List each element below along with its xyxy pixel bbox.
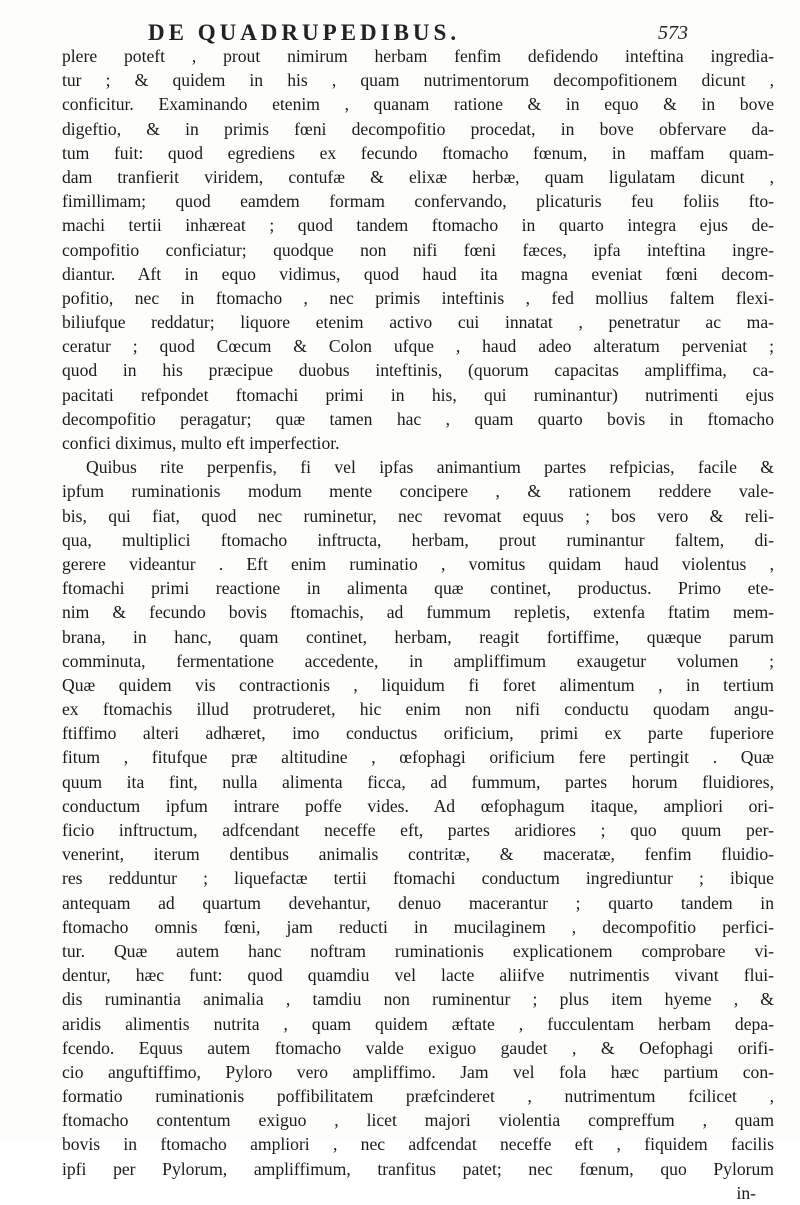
- text-line: machi tertii inhæreat ; quod tandem ftomacho in quarto integra ejus de-: [62, 215, 774, 236]
- text-line: diantur. Aft in equo vidimus, quod haud ita magna eveniat fœni decom-: [62, 263, 774, 284]
- text-line: bis, qui fiat, quod nec ruminetur, nec revomat equus ; bos vero & reli-: [62, 505, 774, 526]
- text-line: ftomacho omnis fœni, jam reducti in mucilaginem , decompofitio perfici-: [62, 916, 774, 937]
- text-line: plere poteft , prout nimirum herbam fenfim defidendo inteftina ingredia-: [62, 46, 774, 66]
- text-line: dam tranfierit viridem, contufæ & elixæ herbæ, quam ligulatam dicunt ,: [62, 166, 774, 187]
- text-line: compofitio conficiatur; quodque non nifi fœni fæces, ipfa inteftina ingre-: [62, 239, 774, 260]
- text-line: comminuta, fermentatione accedente, in ampliffimum exaugetur volumen ;: [62, 650, 774, 671]
- catchword: in-: [736, 1182, 756, 1203]
- page-number: 573: [658, 22, 688, 44]
- text-line: gerere videantur . Eft enim ruminatio , vomitus quidam haud violentus ,: [62, 553, 774, 574]
- text-line: cio anguftiffimo, Pyloro vero ampliffimo. Jam vel fola hæc partium con-: [62, 1061, 774, 1082]
- text-line: ipfi per Pylorum, ampliffimum, tranfitus patet; nec fœnum, quo Pylorum: [62, 1158, 774, 1179]
- text-line: ftomachi primi reactione in alimenta quæ continet, productus. Primo ete-: [62, 578, 774, 599]
- text-line: tum fuit: quod egrediens ex fecundo ftomacho fœnum, in maffam quam-: [62, 142, 774, 163]
- text-line: ceratur ; quod Cœcum & Colon ufque , haud adeo alteratum perveniat ;: [62, 336, 774, 357]
- text-line: qua, multiplici ftomacho inftructa, herbam, prout ruminantur faltem, di-: [62, 529, 774, 550]
- text-line: ficio inftructum, adfcendant neceffe eft, partes aridiores ; quo quum per-: [62, 820, 774, 840]
- text-line: dentur, hæc funt: quod quamdiu vel lacte aliifve nutrimentis vivant flui-: [62, 965, 774, 986]
- text-line: decompofitio peragatur; quæ tamen hac , quam quarto bovis in ftomacho: [62, 408, 774, 429]
- text-line: tur. Quæ autem hanc noftram ruminationis explicationem comprobare vi-: [62, 940, 774, 961]
- text-line: tur ; & quidem in his , quam nutrimentorum decompofitionem dicunt ,: [62, 70, 774, 91]
- text-line: ipfum ruminationis modum mente concipere , & rationem reddere vale-: [62, 481, 774, 502]
- text-line: quum ita fint, nulla alimenta ficca, ad fummum, partes horum fluidiores,: [62, 771, 774, 792]
- text-line: ftomacho contentum exiguo , licet majori violentia compreffum , quam: [62, 1110, 774, 1131]
- text-line: ex ftomachis illud protruderet, hic enim non nifi conductu quodam angu-: [62, 699, 774, 720]
- text-line: res redduntur ; liquefactæ tertii ftomachi conductum ingrediuntur ; ibique: [62, 868, 774, 889]
- text-line: aridis alimentis nutrita , quam quidem æftate , fucculentam herbam depa-: [62, 1013, 774, 1034]
- text-line: ftiffimo alteri adhæret, imo conductus orificium, primi ex parte fuperiore: [62, 723, 774, 744]
- text-line: fcendo. Equus autem ftomacho valde exiguo gaudet , & Oefophagi orifi-: [62, 1037, 774, 1058]
- text-line: Quibus rite perpenfis, fi vel ipfas animantium partes refpicias, facile &: [86, 457, 774, 478]
- text-line: bovis in ftomacho ampliori , nec adfcendat neceffe eft , fiquidem facilis: [62, 1134, 774, 1155]
- text-line: biliufque reddatur; liquore etenim activo cui innatat , penetratur ac ma-: [62, 312, 774, 333]
- text-line: antequam ad quartum devehantur, denuo macerantur ; quarto tandem in: [62, 892, 774, 913]
- text-line: conductum ipfum intrare poffe vides. Ad œfophagum itaque, ampliori ori-: [62, 795, 774, 816]
- text-line: conficitur. Examinando etenim , quanam ratione & in equo & in bove: [62, 94, 774, 115]
- text-line: nim & fecundo bovis ftomachis, ad fummum repletis, extenfa ftatim mem-: [62, 602, 774, 623]
- text-line: dis ruminantia animalia , tamdiu non ruminentur ; plus item hyeme , &: [62, 989, 774, 1010]
- text-line: brana, in hanc, quam continet, herbam, reagit fortiffime, quæque parum: [62, 626, 774, 647]
- text-line: pacitati refpondet ftomachi primi in his, qui ruminantur) nutrimenti ejus: [62, 384, 774, 405]
- running-title: DE QUADRUPEDIBUS.: [148, 20, 461, 45]
- text-line: fitum , fitufque præ altitudine , œfophagi orificium fere pertingit . Quæ: [62, 747, 774, 768]
- text-line: digeftio, & in primis fœni decompofitio procedat, in bove obfervare da-: [62, 118, 774, 139]
- body-text: [62, 44, 774, 1205]
- text-line: Quæ quidem vis contractionis , liquidum fi foret alimentum , in tertium: [62, 674, 774, 695]
- text-line: confici diximus, multo eft imperfectior.: [62, 433, 340, 453]
- text-line: fimillimam; quod eamdem formam confervando, plicaturis feu foliis fto-: [62, 191, 774, 212]
- text-line: pofitio, nec in ftomacho , nec primis inteftinis , fed mollius faltem flexi-: [62, 287, 774, 308]
- text-line: formatio ruminationis poffibilitatem præfcinderet , nutrimentum fcilicet ,: [62, 1086, 774, 1107]
- text-line: venerint, iterum dentibus animalis contritæ, & maceratæ, fenfim fluidio-: [62, 844, 774, 865]
- text-line: quod in his præcipue duobus inteftinis, (quorum capacitas ampliffima, ca-: [62, 360, 774, 381]
